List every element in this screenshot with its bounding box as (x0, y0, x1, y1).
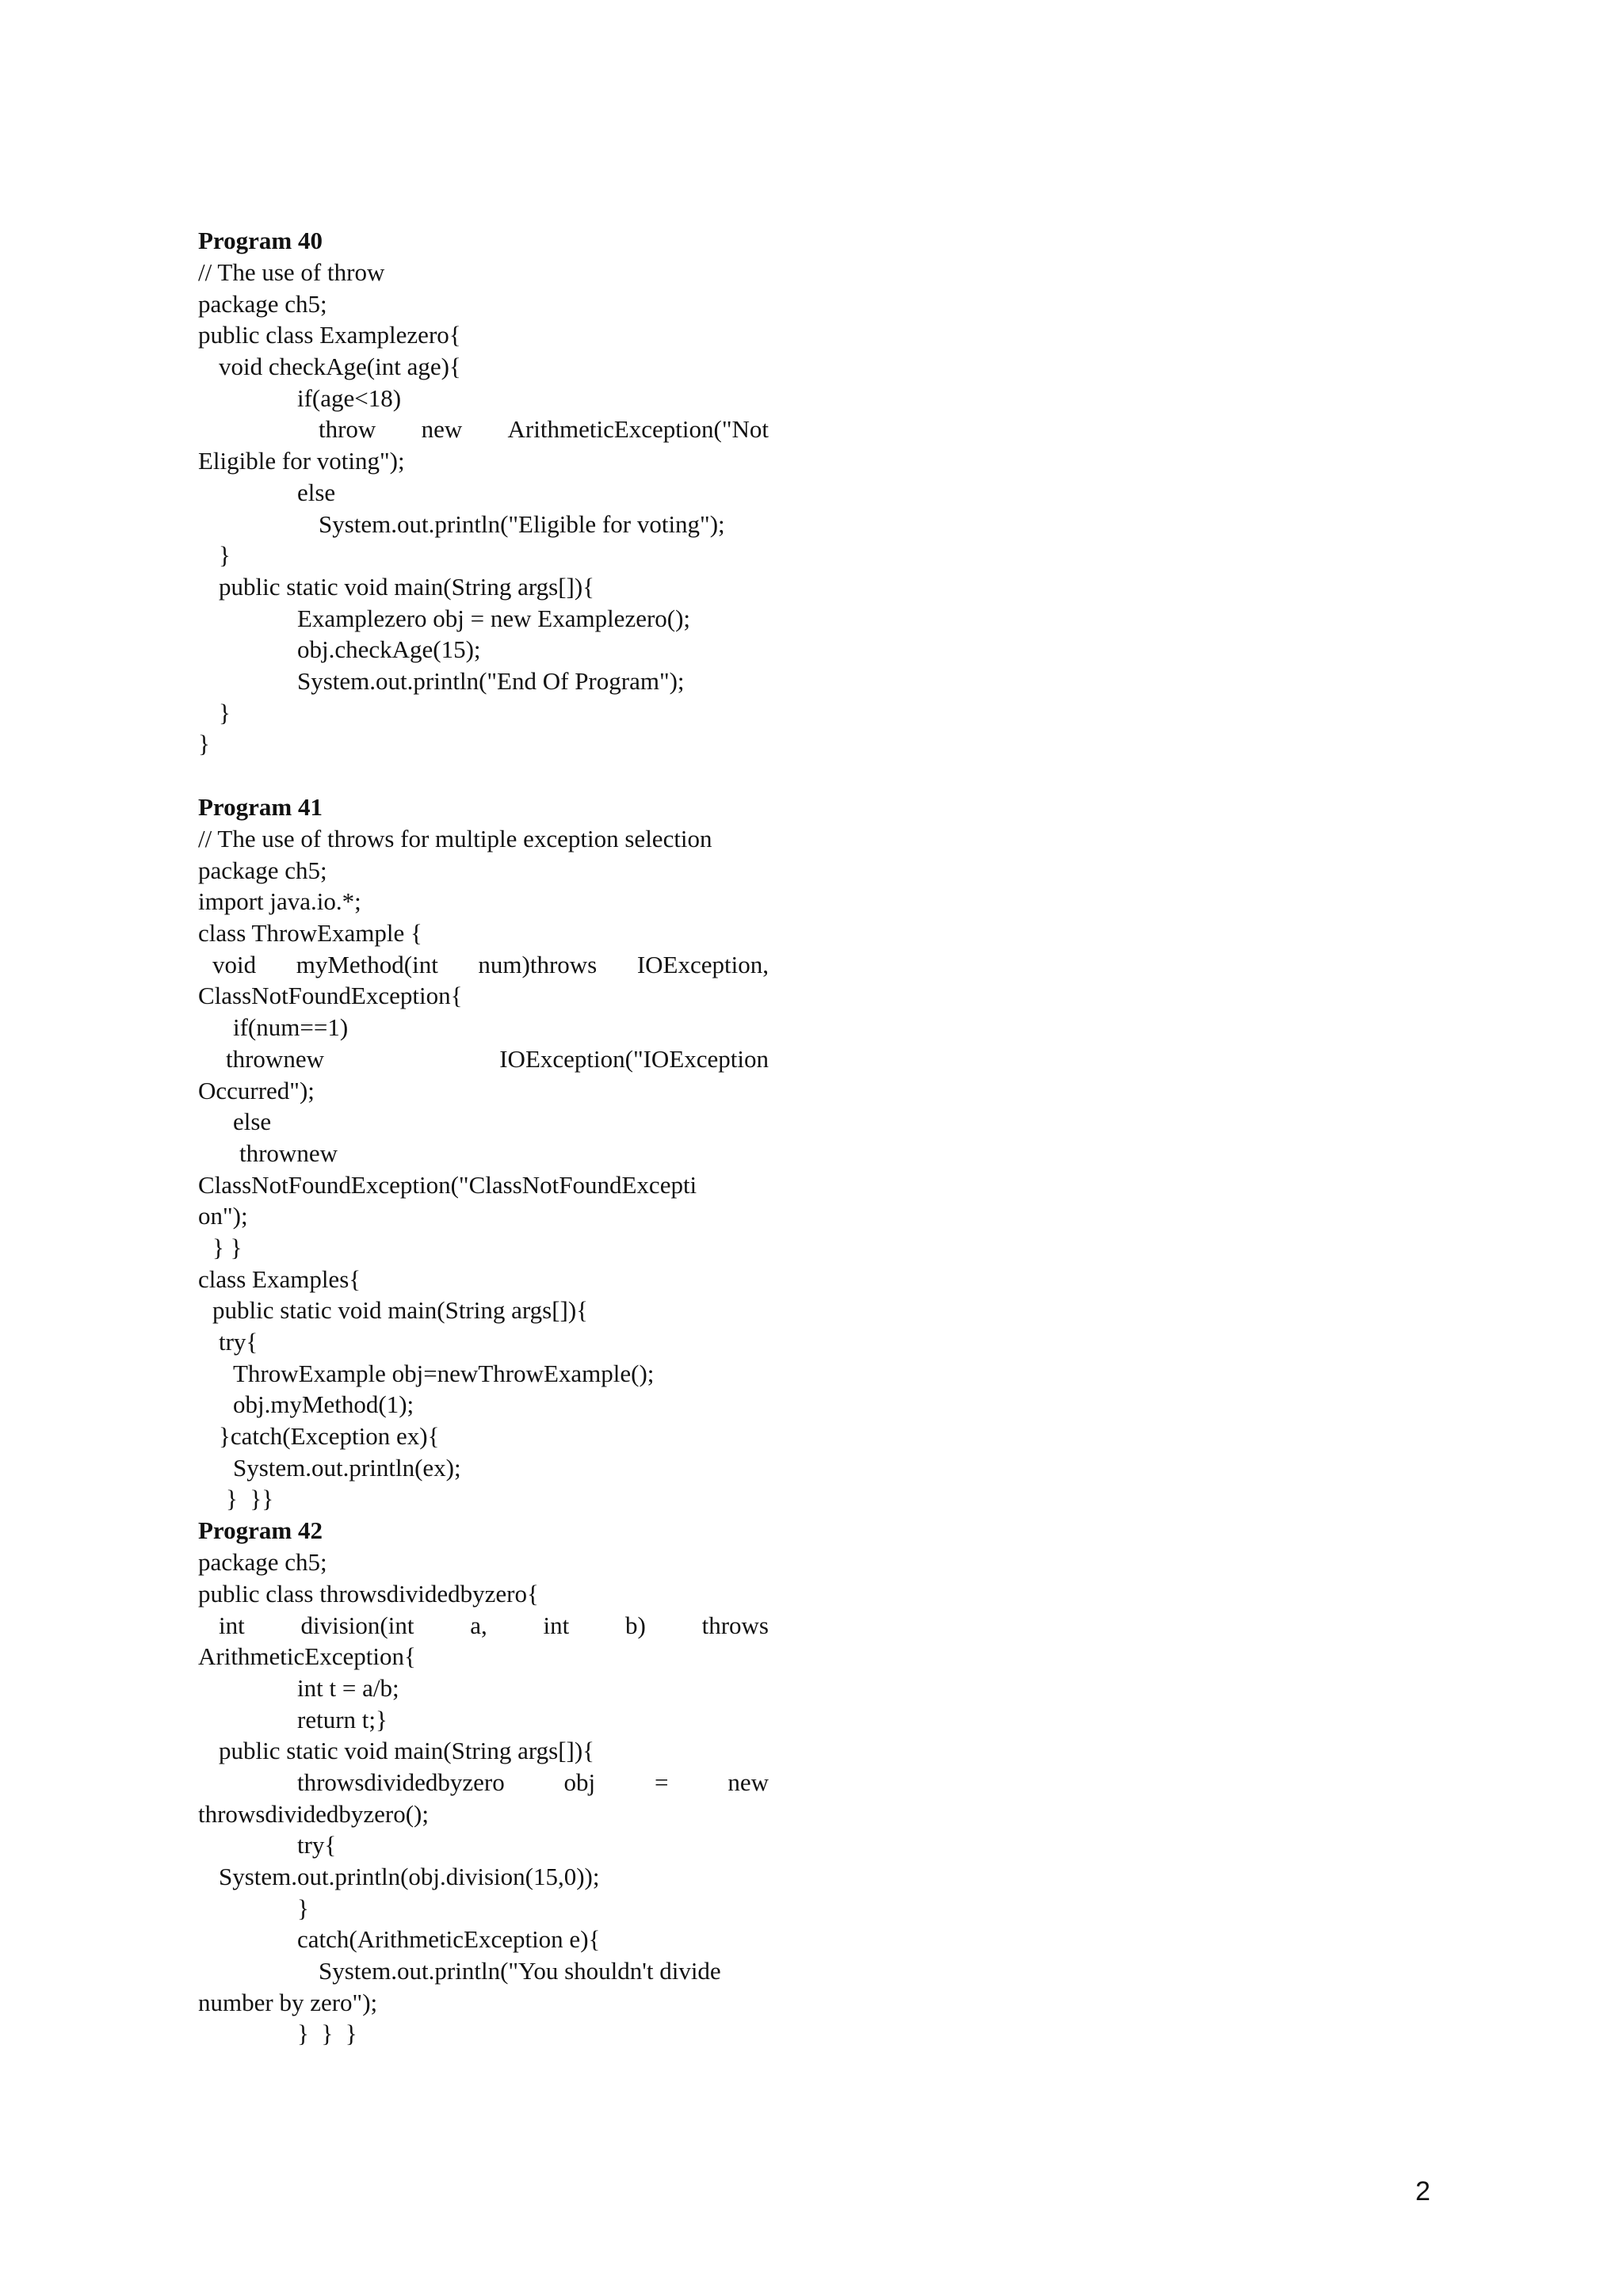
program-title: Program 41 (198, 793, 323, 821)
code-token: new (727, 1768, 769, 1796)
code-line: // The use of throws for multiple exception selection (198, 825, 712, 852)
program-section (198, 791, 769, 1515)
code-line: System.out.println("You shouldn't divide (319, 1957, 721, 1985)
code-line: public class Examplezero{ (198, 321, 461, 349)
code-token: a, (470, 1611, 487, 1639)
code-line: public class throwsdividedbyzero{ (198, 1579, 539, 1608)
code-line: catch(ArithmeticException e){ (297, 1925, 601, 1954)
code-line: } (198, 730, 210, 758)
code-listing-column (198, 225, 769, 2050)
code-line: System.out.println("End Of Program"); (297, 666, 685, 695)
code-line: int t = a/b; (297, 1673, 399, 1702)
code-token: ArithmeticException("Not (507, 415, 769, 444)
code-line: public static void main(String args[]){ (212, 1296, 589, 1325)
code-line: }catch(Exception ex){ (219, 1422, 440, 1451)
code-line: System.out.println("Eligible for voting"); (319, 509, 725, 538)
code-line: obj.checkAge(15); (297, 635, 481, 664)
code-line: ClassNotFoundException("ClassNotFoundExcepti (198, 1170, 697, 1199)
code-line: } } } (297, 2019, 357, 2048)
code-line: Examplezero obj = new Examplezero(); (297, 604, 691, 632)
code-line (198, 1043, 769, 1075)
code-line: try{ (297, 1831, 337, 1859)
code-line: public static void main(String args[]){ (219, 1737, 595, 1765)
code-line: if(num==1) (233, 1013, 349, 1042)
code-line: } (297, 1894, 309, 1922)
code-line: } (219, 698, 231, 727)
code-token: obj (563, 1768, 596, 1796)
program-title: Program 42 (198, 1516, 323, 1545)
code-token: myMethod(int (296, 950, 438, 978)
code-line: System.out.println(ex); (233, 1453, 461, 1482)
code-line: System.out.println(obj.division(15,0)); (219, 1863, 600, 1890)
code-token: new (421, 415, 463, 444)
code-line: class Examples{ (198, 1264, 361, 1293)
code-token: void (212, 950, 257, 978)
code-line: ClassNotFoundException{ (198, 982, 463, 1010)
code-line: else (233, 1108, 272, 1136)
code-line: Eligible for voting"); (198, 447, 405, 475)
code-line: Occurred"); (198, 1076, 315, 1104)
code-line: thrownew (239, 1138, 338, 1167)
code-line: package ch5; (198, 289, 327, 318)
code-line: number by zero"); (198, 1988, 378, 2016)
program-title: Program 40 (198, 227, 323, 254)
code-token: throws (701, 1611, 769, 1639)
code-line: ArithmeticException{ (198, 1642, 416, 1671)
code-line: on"); (198, 1202, 248, 1230)
code-line: if(age<18) (297, 383, 402, 412)
code-line: class ThrowExample { (198, 919, 422, 948)
page-number: 2 (1415, 2176, 1430, 2206)
code-line: } (219, 541, 231, 570)
code-line: void checkAge(int age){ (219, 353, 461, 381)
code-token: num)throws (478, 950, 598, 978)
code-line: import java.io.*; (198, 887, 361, 916)
code-line (198, 949, 769, 981)
program-section (198, 1515, 769, 2050)
code-token: thrownew (226, 1044, 324, 1073)
code-token: int (543, 1611, 570, 1639)
code-line: throwsdividedbyzero(); (198, 1799, 429, 1828)
blank-line (198, 760, 769, 791)
code-token: throwsdividedbyzero (297, 1768, 505, 1796)
code-line (198, 1767, 769, 1798)
code-token: int (219, 1611, 245, 1639)
code-line: return t;} (297, 1705, 388, 1733)
code-line: } } (212, 1233, 242, 1261)
code-line: try{ (219, 1328, 258, 1356)
code-token: b) (625, 1611, 646, 1639)
code-line: package ch5; (198, 856, 327, 884)
code-token: IOException, (636, 950, 769, 978)
code-token: IOException("IOException (499, 1044, 769, 1073)
code-line: ThrowExample obj=newThrowExample(); (233, 1359, 655, 1387)
code-line: obj.myMethod(1); (233, 1390, 414, 1419)
code-line: public static void main(String args[]){ (219, 572, 595, 601)
code-line: // The use of throw (198, 258, 385, 286)
code-token: throw (319, 415, 376, 444)
program-section (198, 225, 769, 791)
code-line: package ch5; (198, 1548, 327, 1577)
code-line (198, 1610, 769, 1642)
code-line: } }} (226, 1485, 274, 1513)
code-token: = (655, 1768, 669, 1796)
code-token: division(int (300, 1611, 414, 1639)
code-line (198, 414, 769, 445)
code-line: else (297, 478, 336, 506)
